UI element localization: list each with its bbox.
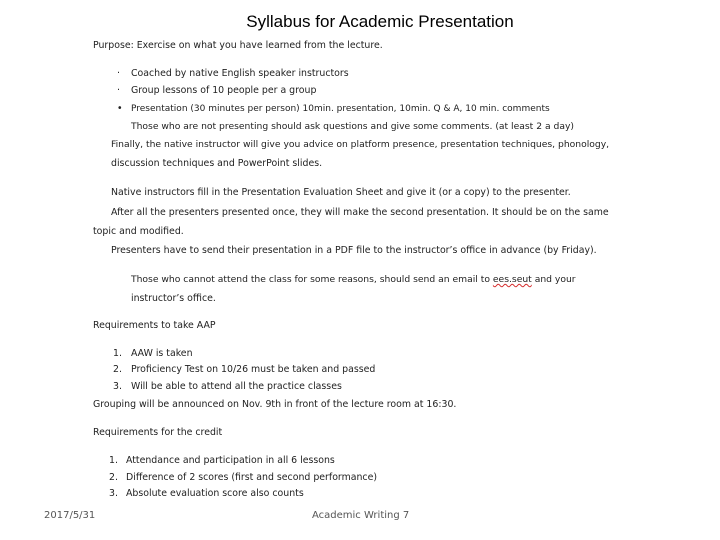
purpose-line: Purpose: Exercise on what you have learned from the lecture. (93, 40, 383, 51)
absent-line-1 (131, 274, 576, 286)
grouping-line: Grouping will be announced on Nov. 9th in front of the lecture room at 16:30. (93, 399, 457, 410)
bullet-marker: • (117, 103, 123, 114)
footer-course: Academic Writing 7 (312, 510, 410, 521)
evaluation-line: Native instructors fill in the Presentation Evaluation Sheet and give it (or a copy) to the presenter. (111, 187, 571, 198)
bullet-marker: · (117, 68, 120, 79)
aap-requirements-heading: Requirements to take AAP (93, 320, 216, 331)
bullet-text: Coached by native English speaker instructors (131, 68, 349, 79)
finally-line-2: discussion techniques and PowerPoint slides. (111, 158, 323, 169)
absent-text-post: and your (531, 274, 576, 285)
email-link[interactable]: ees.seut (492, 274, 532, 285)
second-presentation-line-2: topic and modified. (93, 226, 184, 237)
finally-line-1: Finally, the native instructor will give you advice on platform presence, presentation techniques, phonology, (111, 139, 610, 150)
not-presenting-line: Those who are not presenting should ask questions and give some comments. (at least 2 a day) (131, 121, 574, 132)
bullet-marker: · (117, 85, 120, 96)
list-item: Will be able to attend all the practice classes (131, 381, 342, 392)
credit-requirements-heading: Requirements for the credit (93, 427, 223, 438)
list-number: 2. (109, 472, 118, 483)
list-item: Attendance and participation in all 6 lessons (126, 455, 335, 466)
slide-title: Syllabus for Academic Presentation (246, 12, 514, 31)
absent-line-2: instructor’s office. (131, 293, 216, 304)
absent-text-pre: Those who cannot attend the class for some reasons, should send an email to (131, 274, 493, 285)
list-item: Absolute evaluation score also counts (126, 488, 304, 499)
list-number: 3. (113, 381, 122, 392)
bullet-text: Group lessons of 10 people per a group (131, 85, 317, 96)
pdf-line: Presenters have to send their presentation in a PDF file to the instructor’s office in advance (by Friday). (111, 245, 597, 256)
list-number: 2. (113, 364, 122, 375)
list-item: AAW is taken (131, 348, 193, 359)
second-presentation-line-1: After all the presenters presented once, they will make the second presentation. It should be on the same (111, 207, 609, 218)
list-item: Proficiency Test on 10/26 must be taken and passed (131, 364, 376, 375)
list-number: 1. (109, 455, 118, 466)
footer-date: 2017/5/31 (44, 510, 96, 521)
bullet-text: Presentation (30 minutes per person) 10min. presentation, 10min. Q & A, 10 min. comments (131, 104, 550, 114)
list-number: 3. (109, 488, 118, 499)
list-number: 1. (113, 348, 122, 359)
list-item: Difference of 2 scores (first and second performance) (126, 472, 378, 483)
